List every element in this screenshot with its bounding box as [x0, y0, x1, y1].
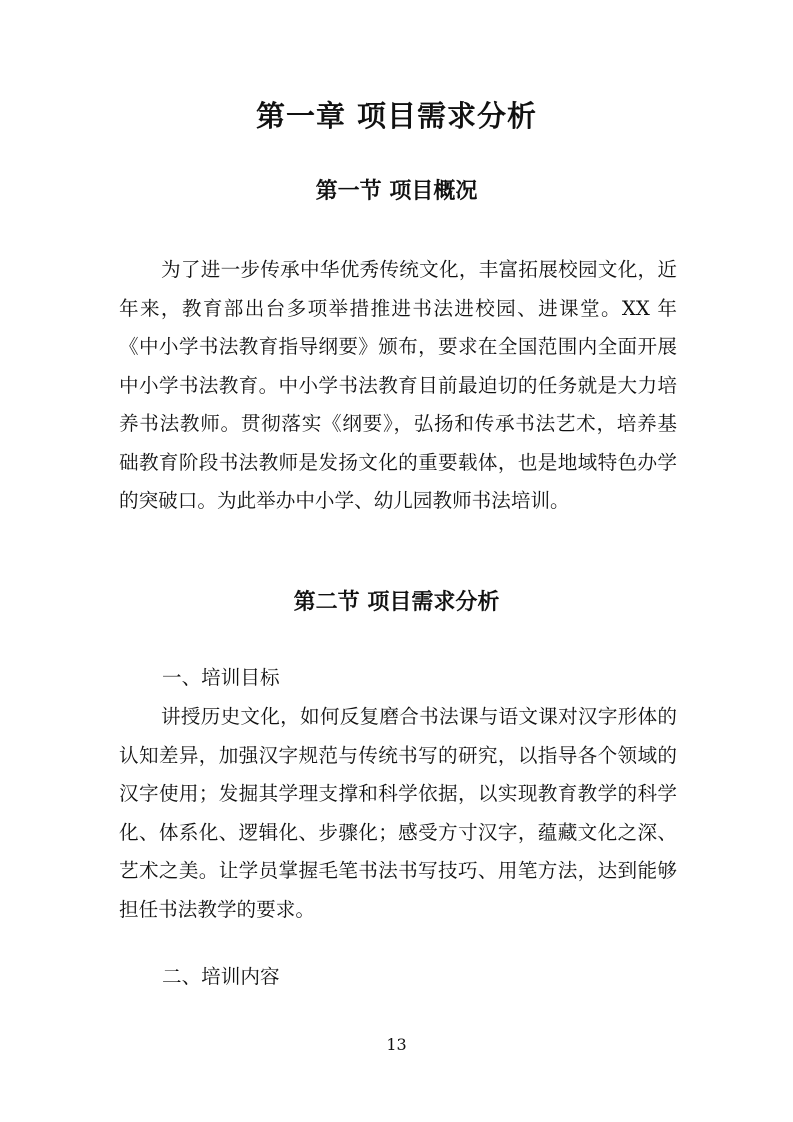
subheading-training-goals: 一、培训目标 — [162, 666, 280, 689]
overview-paragraph: 为了进一步传承中华优秀传统文化，丰富拓展校园文化，近年来，教育部出台多项举措推进书法进校园、进课堂。XX 年《中小学书法教育指导纲要》颁布，要求在全国范围内全面开展中小学书法教育。中小学书法教育目前最迫切的任务就是大力培养书法教师。贯彻落实《纲要》，弘扬和传承书法艺术，培养基础教育阶段书法教师是发扬文化的重要载体，也是地域特色办学的突破口。为此举办中小学、幼儿园教师书法培训。 — [119, 258, 677, 512]
page-number: 13 — [386, 1035, 407, 1054]
training-goals-paragraph: 讲授历史文化，如何反复磨合书法课与语文课对汉字形体的认知差异，加强汉字规范与传统书写的研究，以指导各个领域的汉字使用；发掘其学理支撑和科学依据，以实现教育教学的科学化、体系化、逻辑化、步骤化；感受方寸汉字，蕴藏文化之深、艺术之美。让学员掌握毛笔书法书写技巧、用笔方法，达到能够担任书法教学的要求。 — [119, 705, 677, 921]
subheading-training-content: 二、培训内容 — [162, 965, 280, 988]
section-title-needs-analysis: 第二节 项目需求分析 — [293, 590, 500, 615]
section-title-overview: 第一节 项目概况 — [315, 179, 478, 204]
chapter-title: 第一章 项目需求分析 — [255, 99, 538, 133]
